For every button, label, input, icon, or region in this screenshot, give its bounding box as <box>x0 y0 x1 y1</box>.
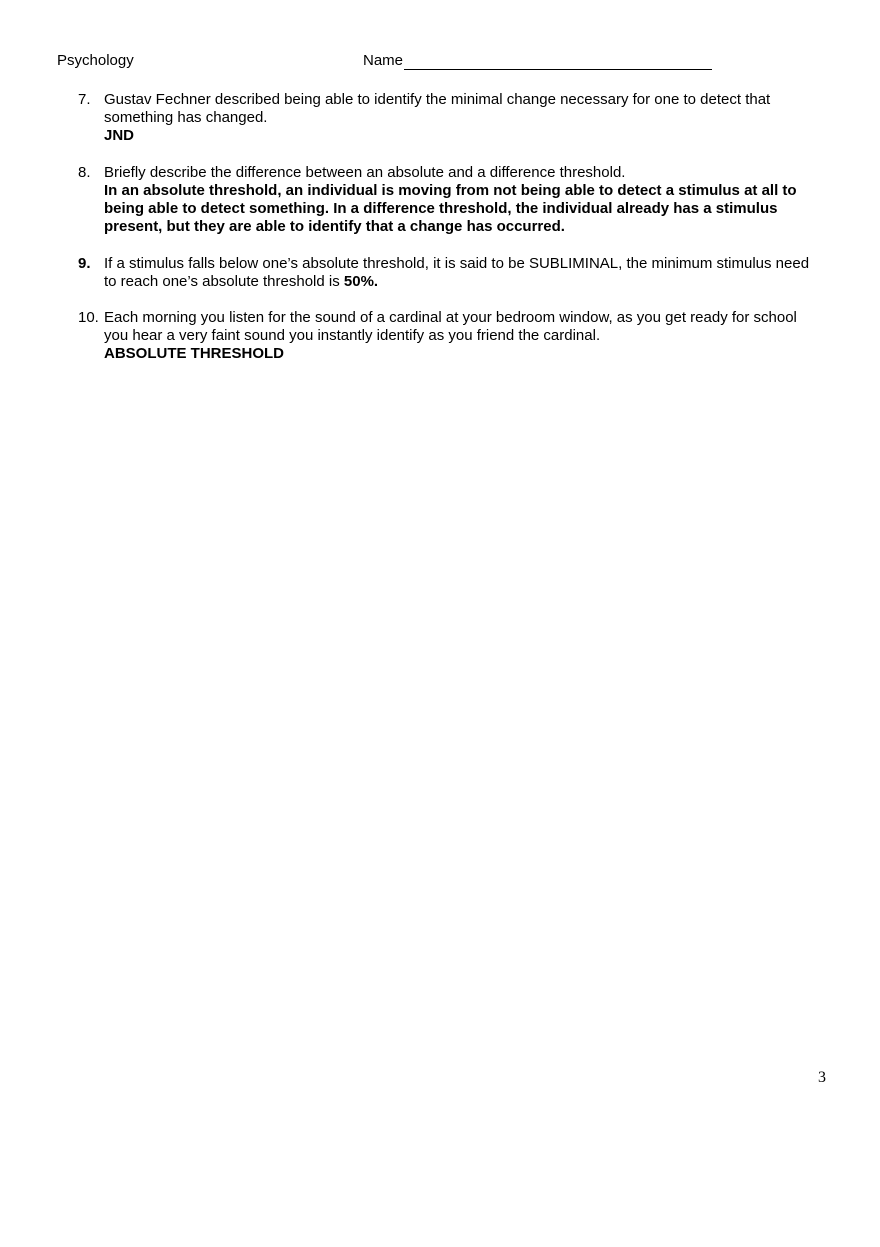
name-field <box>363 52 712 70</box>
question-number: 9. <box>78 255 91 272</box>
question-prompt: Briefly describe the difference between an absolute and a difference threshold. <box>104 164 626 181</box>
question-number: 8. <box>78 164 91 181</box>
question-9 <box>78 255 823 291</box>
question-prompt: If a stimulus falls below one’s absolute threshold, it is said to be SUBLIMINAL, the minimum stimulus need to reach one’s absolute threshold is <box>104 255 810 290</box>
name-blank-line <box>404 53 712 70</box>
question-answer: ABSOLUTE THRESHOLD <box>104 345 284 362</box>
question-answer: 50%. <box>343 273 379 290</box>
question-number: 10. <box>78 309 99 326</box>
page-number: 3 <box>818 1069 826 1086</box>
question-10 <box>78 309 823 363</box>
question-8 <box>78 164 823 236</box>
question-answer: In an absolute threshold, an individual is moving from not being able to detect a stimulus at all to being able to detect something. In a difference threshold, the individual already has a stimulus present, but they are able to identify that a change has occurred. <box>104 182 797 235</box>
question-answer: JND <box>104 127 135 144</box>
subject-label: Psychology <box>57 52 134 69</box>
question-prompt: Gustav Fechner described being able to identify the minimal change necessary for one to detect that something has changed. <box>104 91 771 126</box>
question-number: 7. <box>78 91 91 108</box>
name-label: Name <box>363 52 404 69</box>
question-prompt: Each morning you listen for the sound of a cardinal at your bedroom window, as you get ready for school you hear a very faint sound you instantly identify as you friend the cardinal. <box>104 309 797 344</box>
question-7 <box>78 91 823 145</box>
